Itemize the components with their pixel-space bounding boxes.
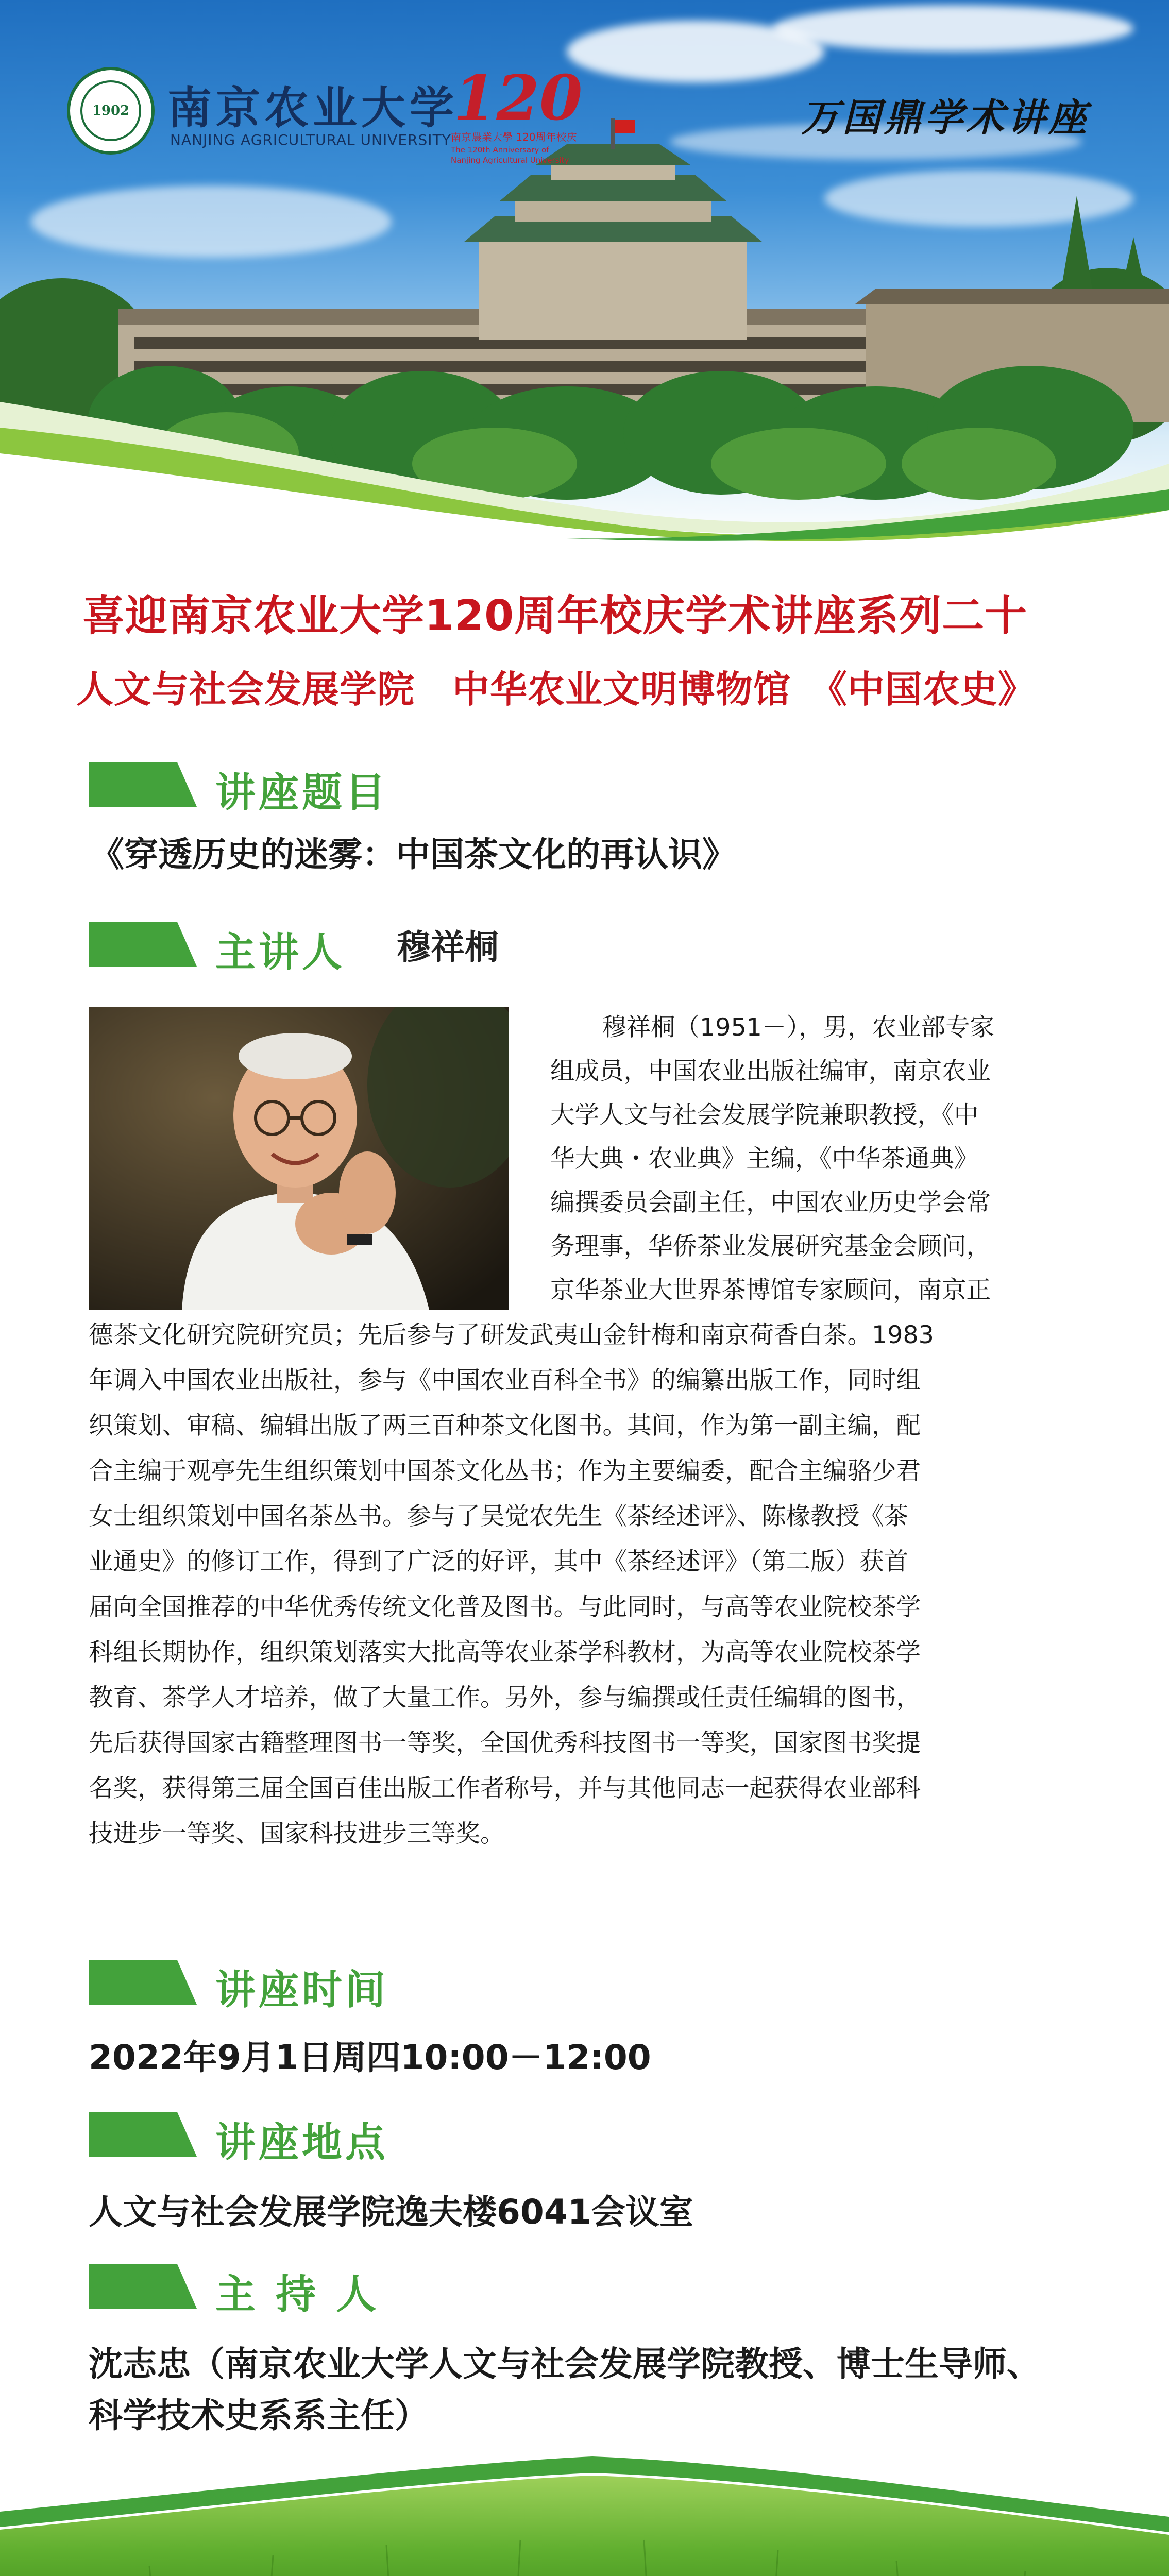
event-title-line2: 人文与社会发展学院 中华农业文明博物馆 《中国农史》 [76, 668, 1036, 711]
speaker-bio-line: 先后获得国家古籍整理图书一等奖，全国优秀科技图书一等奖，国家图书奖提 [89, 1729, 921, 1757]
speaker-portrait [89, 1007, 509, 1310]
header-banner [0, 0, 1169, 546]
speaker-bio-line: 技进步一等奖、国家科技进步三等奖。 [89, 1820, 505, 1848]
anniversary-logo-cn: 南京農業大學 120周年校庆 [451, 131, 577, 143]
section-title-venue: 讲座地点 [215, 2120, 389, 2166]
section-title-host: 主 持 人 [215, 2272, 380, 2318]
speaker-bio-line: 德茶文化研究院研究员；先后参与了研发武夷山金针梅和南京荷香白茶。1983 [89, 1321, 934, 1349]
section-bar-time [89, 1960, 197, 2005]
speaker-bio-line: 务理事，华侨茶业发展研究基金会顾问， [550, 1232, 991, 1261]
section-title-speaker: 主讲人 [215, 929, 346, 976]
university-name-cn: 南京农业大学 [167, 82, 458, 134]
speaker-bio-line: 组成员，中国农业出版社编审，南京农业 [550, 1057, 991, 1086]
anniversary-logo-number: 120 [453, 62, 583, 134]
section-bar-host [89, 2264, 197, 2309]
university-name-en: NANJING AGRICULTURAL UNIVERSITY [170, 131, 451, 148]
anniversary-logo-en-line1: The 120th Anniversary of [451, 145, 549, 155]
event-title-line1: 喜迎南京农业大学120周年校庆学术讲座系列二十 [82, 591, 1028, 640]
lecture-series-name: 万国鼎学术讲座 [801, 96, 1090, 140]
speaker-name: 穆祥桐 [397, 927, 499, 967]
section-bar-venue [89, 2112, 197, 2157]
speaker-bio-line: 名奖，获得第三届全国百佳出版工作者称号，并与其他同志一起获得农业部科 [89, 1774, 921, 1803]
speaker-bio-line: 穆祥桐（1951－），男，农业部专家 [602, 1013, 995, 1042]
section-title-time: 讲座时间 [215, 1967, 389, 2013]
speaker-bio-line: 年调入中国农业出版社，参与《中国农业百科全书》的编纂出版工作，同时组 [89, 1366, 921, 1395]
section-title-topic: 讲座题目 [215, 770, 389, 816]
speaker-bio-line: 编撰委员会副主任，中国农业历史学会常 [550, 1189, 991, 1217]
lecture-topic: 《穿透历史的迷雾：中国茶文化的再认识》 [90, 835, 736, 874]
speaker-bio-line: 华大典・农业典》主编，《中华茶通典》 [550, 1145, 979, 1173]
lecture-venue: 人文与社会发展学院逸夫楼6041会议室 [89, 2192, 693, 2232]
speaker-bio-line: 届向全国推荐的中华优秀传统文化普及图书。与此同时，与高等农业院校茶学 [89, 1593, 921, 1621]
footer-grass-decoration [0, 2442, 1169, 2576]
section-bar-topic [89, 762, 197, 807]
speaker-bio-line: 合主编于观亭先生组织策划中国茶文化丛书；作为主要编委，配合主编骆少君 [89, 1457, 921, 1485]
speaker-bio-line: 业通史》的修订工作，得到了广泛的好评，其中《茶经述评》（第二版）获首 [89, 1548, 909, 1576]
speaker-bio-line: 京华茶业大世界茶博馆专家顾问，南京正 [550, 1276, 991, 1304]
speaker-bio-line: 织策划、审稿、编辑出版了两三百种茶文化图书。其间，作为第一副主编，配 [89, 1412, 921, 1440]
anniversary-logo-en-line2: Nanjing Agricultural University [451, 156, 569, 165]
section-bar-speaker [89, 922, 197, 967]
host-info-line2: 科学技术史系系主任） [89, 2396, 429, 2435]
speaker-bio-line: 科组长期协作，组织策划落实大批高等农业茶学科教材，为高等农业院校茶学 [89, 1638, 921, 1667]
speaker-bio-line: 大学人文与社会发展学院兼职教授，《中 [550, 1101, 979, 1129]
university-seal-logo: 1902 [67, 67, 155, 155]
speaker-bio-line: 女士组织策划中国名茶丛书。参与了吴觉农先生《茶经述评》、陈椽教授《茶 [89, 1502, 909, 1531]
lecture-time: 2022年9月1日周四10:00－12:00 [89, 2038, 651, 2077]
host-info-line1: 沈志忠（南京农业大学人文与社会发展学院教授、博士生导师、 [89, 2344, 1041, 2384]
speaker-bio-line: 教育、茶学人才培养，做了大量工作。另外，参与编撰或任责任编辑的图书， [89, 1684, 921, 1712]
